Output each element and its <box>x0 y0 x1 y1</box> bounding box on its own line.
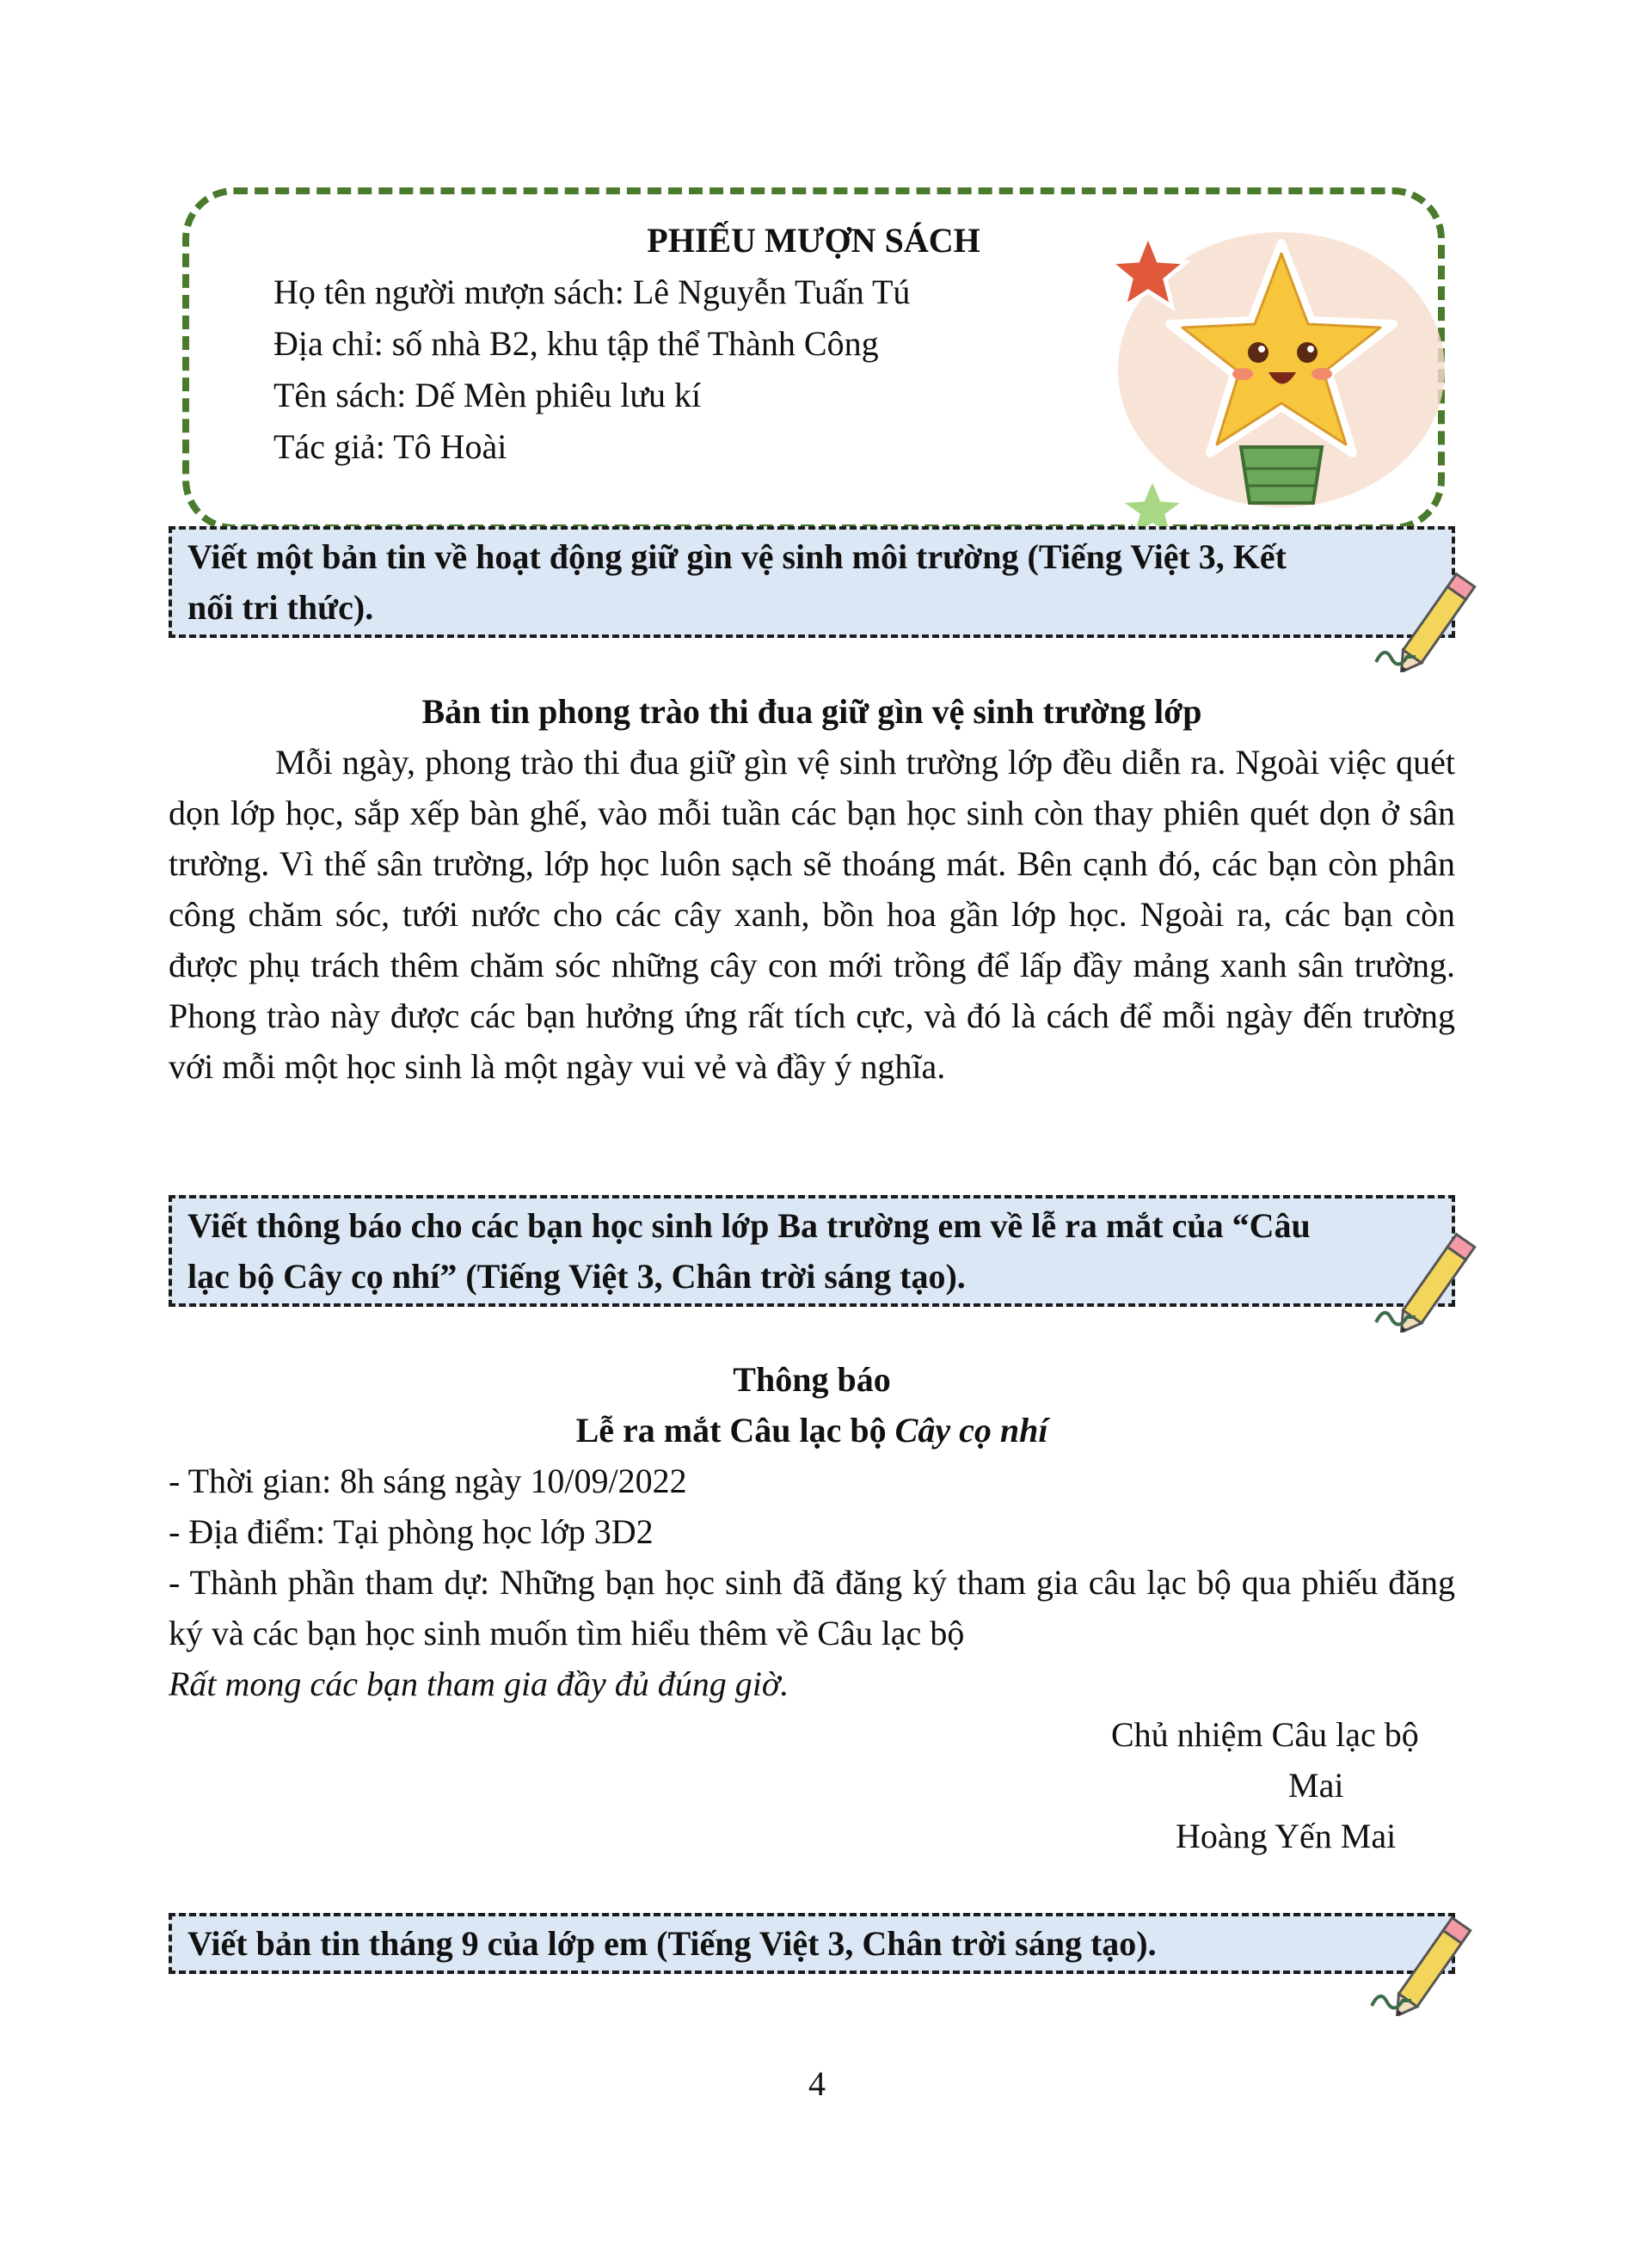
task-2-line-2: lạc bộ Cây cọ nhí” (Tiếng Việt 3, Chân trời sáng tạo). <box>187 1257 966 1296</box>
borrower-name: Họ tên người mượn sách: Lê Nguyễn Tuấn Tú <box>273 273 911 311</box>
notice-heading: Thông báo <box>733 1360 891 1399</box>
notice-place: - Địa điểm: Tại phòng học lớp 3D2 <box>169 1512 654 1551</box>
notice-subheading <box>169 1405 1455 1456</box>
signer-title: Chủ nhiệm Câu lạc bộ <box>1111 1715 1419 1754</box>
task-2-line-1: Viết thông báo cho các bạn học sinh lớp Ba trường em về lễ ra mắt của “Câu <box>187 1206 1311 1245</box>
news-title: Bản tin phong trào thi đua giữ gìn vệ sinh trường lớp <box>421 692 1202 731</box>
club-name: Cây cọ nhí <box>894 1411 1048 1450</box>
borrow-card-title: PHIẾU MƯỢN SÁCH <box>647 221 980 260</box>
notice-closing: Rất mong các bạn tham gia đầy đủ đúng giờ. <box>169 1664 789 1703</box>
signer-name: Hoàng Yến Mai <box>1176 1817 1397 1855</box>
star-mascot-icon <box>1096 219 1458 550</box>
task-box-2 <box>169 1195 1455 1307</box>
notice-subheading-prefix: Lễ ra mắt Câu lạc bộ <box>575 1411 895 1450</box>
notice-attendees: - Thành phần tham dự: Những bạn học sinh đã đăng ký tham gia câu lạc bộ qua phiếu đăng ký và các bạn học sinh muốn tìm hiểu thêm về Câu lạc bộ <box>169 1563 1455 1652</box>
pencil-icon <box>1363 1913 1492 2016</box>
task-box-3 <box>169 1913 1455 1974</box>
task-box-1 <box>169 526 1455 638</box>
book-author: Tác giả: Tô Hoài <box>273 427 507 466</box>
page-number: 4 <box>808 2064 826 2103</box>
task-1-line-1: Viết một bản tin về hoạt động giữ gìn vệ sinh môi trường (Tiếng Việt 3, Kết <box>187 537 1287 576</box>
task-3-line-1: Viết bản tin tháng 9 của lớp em (Tiếng Việt 3, Chân trời sáng tạo). <box>187 1924 1157 1963</box>
borrower-address: Địa chỉ: số nhà B2, khu tập thể Thành Công <box>273 324 879 363</box>
notice-time: - Thời gian: 8h sáng ngày 10/09/2022 <box>169 1462 687 1500</box>
book-title: Tên sách: Dế Mèn phiêu lưu kí <box>273 376 702 414</box>
signature: Mai <box>1288 1766 1344 1805</box>
pencil-icon <box>1367 1229 1496 1333</box>
news-body: Mỗi ngày, phong trào thi đua giữ gìn vệ sinh trường lớp đều diễn ra. Ngoài việc quét dọn lớp học, sắp xếp bàn ghế, vào mỗi tuần các bạn học sinh còn thay phiên quét dọn ở sân trường. Vì thế sân trường, lớp học luôn sạch sẽ thoáng mát. Bên cạnh đó, các bạn còn phân công chăm sóc, tưới nước cho các cây xanh, bồn hoa gần lớp học. Ngoài ra, các bạn còn được phụ trách thêm chăm sóc những cây con mới trồng để lấp đầy mảng xanh sân trường. Phong trào này được các bạn hưởng ứng rất tích cực, và đó là cách để mỗi ngày đến trường với mỗi một học sinh là một ngày vui vẻ và đầy ý nghĩa. <box>169 743 1455 1086</box>
task-1-line-2: nối tri thức). <box>187 588 374 627</box>
pencil-icon <box>1367 569 1496 672</box>
